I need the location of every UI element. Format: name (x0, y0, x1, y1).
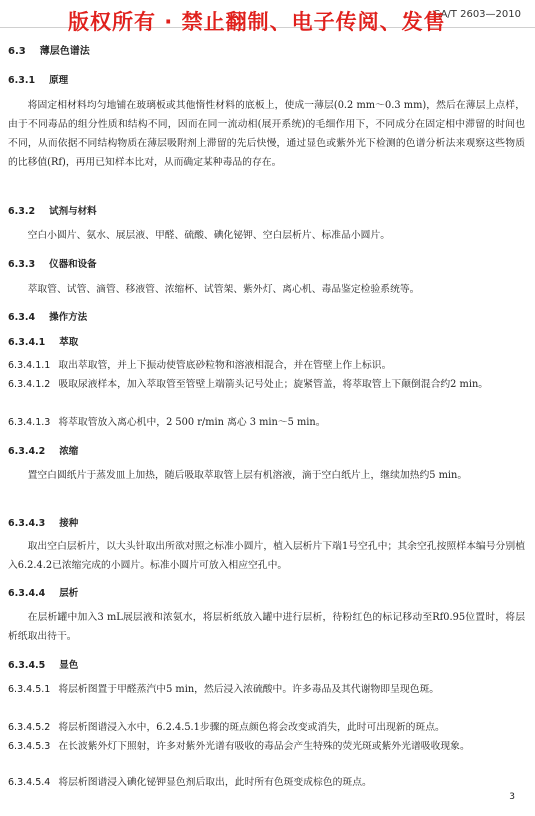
list-item (8, 773, 525, 792)
principle-paragraph: 将固定相材料均匀地铺在玻璃板或其他惰性材料的底板上，使成一薄层(0.2 mm～0.3 mm)，然后在薄层上点样，由于不同毒品的组分性质和结构不同，因而在同一流动相(展开系统)的毛细作用下，不同成分在固定相中滞留的时间也不同，从而依据不同结构物质在薄层吸附剂上滞留的先后快慢，通过显色或紫外光下检测的色谱分析法来观察这些物质的比移值(Rf)，再用已知样本比对，从而确定某种毒品的存在。 (8, 100, 525, 168)
equipment-paragraph: 萃取管、试管、滴管、移液管、浓缩杯、试管架、紫外灯、离心机、毒品鉴定检验系统等。 (27, 284, 420, 295)
inoculation-paragraph: 取出空白层析片，以大头针取出所欲对照之标准小圆片，植入层析片下端1号空孔中；其余空孔按照样本编号分别植入6.2.4.2已浓缩完成的小圆片。标准小圆片可放入相应空孔中。 (8, 541, 525, 571)
section-number: 6.3.4.4 (8, 588, 46, 599)
section-6-3-4-heading (8, 309, 87, 323)
item-text: 在长波紫外灯下照射，许多对紫外光谱有吸收的毒品会产生特殊的荧光斑或紫外光谱吸收现象。 (58, 741, 470, 752)
item-number: 6.3.4.1.2 (8, 379, 51, 390)
section-title: 仪器和设备 (49, 259, 97, 270)
item-text: 将层析图谱浸入水中，6.2.4.5.1步骤的斑点颜色将会改变或消失，此时可出现新的斑点。 (58, 722, 445, 733)
reagents-paragraph: 空白小圆片、氨水、展层液、甲醛、硫酸、碘化铋钾、空白层析片、标准品小圆片。 (27, 230, 391, 241)
item-number: 6.3.4.5.2 (8, 722, 51, 733)
copyright-watermark: 版权所有 · 禁止翻制、电子传阅、发售 (68, 10, 446, 34)
item-text: 将萃取管放入离心机中，2 500 r/min 离心 3 min～5 min。 (58, 417, 326, 428)
section-number: 6.3.1 (8, 75, 36, 86)
item-text: 将层析图置于甲醛蒸汽中5 min，然后浸入浓硫酸中。许多毒品及其代谢物即呈现色斑。 (58, 684, 440, 695)
item-text: 将层析图谱浸入碘化铋钾显色剂后取出，此时所有色斑变成棕色的斑点。 (58, 777, 372, 788)
list-item (8, 737, 525, 756)
section-6-3-4-1-heading (8, 334, 78, 348)
section-title: 薄层色谱法 (39, 46, 90, 57)
section-number: 6.3.2 (8, 206, 36, 217)
item-number: 6.3.4.5.4 (8, 777, 51, 788)
item-text: 吸取尿液样本，加入萃取管至管壁上端箭头记号处止；旋紧管盖，将萃取管上下颠倒混合约2 min。 (58, 379, 489, 390)
section-number: 6.3.4.5 (8, 660, 46, 671)
section-number: 6.3.4.3 (8, 518, 46, 529)
list-item (8, 413, 525, 432)
standard-number: GA/T 2603—2010 (432, 9, 521, 20)
section-title: 试剂与材料 (49, 206, 97, 217)
list-item (8, 375, 525, 394)
page-number: 3 (509, 792, 515, 802)
section-title: 显色 (59, 660, 79, 671)
section-title: 层析 (59, 588, 79, 599)
section-6-3-4-5-heading (8, 657, 78, 671)
item-text: 取出萃取管，并上下振动使管底砂粒物和溶液相混合，并在管壁上作上标识。 (58, 360, 392, 371)
item-number: 6.3.4.5.1 (8, 684, 51, 695)
section-number: 6.3.4.2 (8, 446, 46, 457)
section-number: 6.3.4 (8, 312, 36, 323)
item-number: 6.3.4.5.3 (8, 741, 51, 752)
section-title: 浓缩 (59, 446, 79, 457)
section-6-3-2-heading (8, 203, 97, 217)
section-6-3-4-3-heading (8, 515, 78, 529)
section-title: 原理 (49, 75, 69, 86)
item-number: 6.3.4.1.3 (8, 417, 51, 428)
section-number: 6.3 (8, 46, 26, 57)
section-6-3-3-heading (8, 256, 97, 270)
section-6-3-4-4-heading (8, 585, 78, 599)
concentration-paragraph: 置空白圆纸片于蒸发皿上加热，随后吸取萃取管上层有机溶液，滴于空白纸片上，继续加热约5 min。 (27, 470, 468, 481)
section-number: 6.3.3 (8, 259, 36, 270)
section-6-3-heading (8, 42, 90, 57)
item-number: 6.3.4.1.1 (8, 360, 51, 371)
section-6-3-1-heading (8, 72, 68, 86)
list-item (8, 680, 525, 699)
section-title: 萃取 (59, 337, 79, 348)
list-item (8, 356, 525, 375)
list-item (8, 718, 525, 737)
section-title: 操作方法 (49, 312, 88, 323)
section-6-3-4-2-heading (8, 443, 78, 457)
section-title: 接种 (59, 518, 79, 529)
section-number: 6.3.4.1 (8, 337, 46, 348)
chromatography-paragraph: 在层析罐中加入3 mL展层液和浓氨水，将层析纸放入罐中进行层析，待粉红色的标记移动至Rf0.95位置时，将层析纸取出待干。 (8, 612, 525, 642)
